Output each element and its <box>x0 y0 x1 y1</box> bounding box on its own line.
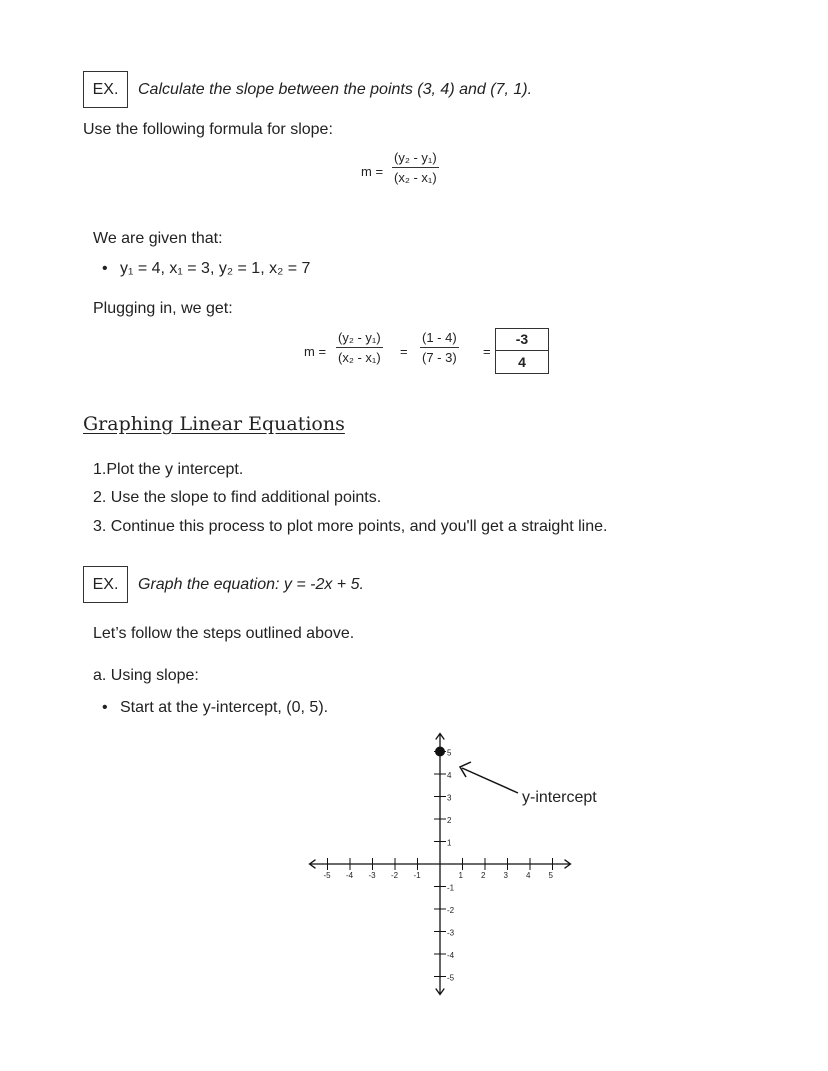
y-tick-label: 5 <box>447 748 452 758</box>
y-tick-label: 3 <box>447 793 452 803</box>
example-label-2: EX. <box>92 575 119 593</box>
y-intercept-annotation: y-intercept <box>522 789 597 806</box>
step-2: 2. Use the slope to find additional points. <box>93 489 382 506</box>
y-tick-label: 1 <box>447 838 452 848</box>
steps-intro: Let’s follow the steps outlined above. <box>93 625 355 642</box>
y-tick-label: -4 <box>447 951 455 960</box>
y-tick-label: -5 <box>447 973 455 983</box>
example-question: Calculate the slope between the points (3, 4) and (7, 1). <box>138 81 533 98</box>
formula-denominator: (x₂ - x₁) <box>392 167 439 185</box>
plug-lhs: m = <box>304 344 327 359</box>
answer-denominator: 4 <box>518 354 526 370</box>
y-tick-label: 4 <box>447 771 452 780</box>
plug-equals-2: = <box>483 344 491 359</box>
y-tick-label: -2 <box>447 906 455 915</box>
x-tick-label: 4 <box>526 871 531 880</box>
x-tick-label: -4 <box>346 871 354 880</box>
x-tick-label: -3 <box>368 871 376 880</box>
example-question-2: Graph the equation: y = -2x + 5. <box>138 576 364 593</box>
answer-numerator: -3 <box>496 329 548 351</box>
x-tick-label: 2 <box>481 871 486 880</box>
x-tick-label: -1 <box>413 871 421 880</box>
example-label: EX. <box>92 80 119 98</box>
x-tick-label: -5 <box>323 871 331 880</box>
x-tick-label: 5 <box>548 871 553 880</box>
plug-numerator-2: (1 - 4) <box>422 330 457 345</box>
x-tick-label: 3 <box>503 871 508 880</box>
formula-numerator: (y₂ - y₁) <box>394 150 437 165</box>
y-tick-label: -1 <box>447 883 455 893</box>
formula-lhs: m = <box>361 164 384 179</box>
step-1: 1.Plot the y intercept. <box>93 461 244 478</box>
graph-tick-labels <box>324 749 554 983</box>
annotation-arrow <box>462 768 518 793</box>
y-intercept-point <box>435 747 445 757</box>
section-heading: Graphing Linear Equations <box>83 413 345 435</box>
plug-numerator-1: (y₂ - y₁) <box>338 330 381 345</box>
formula-intro: Use the following formula for slope: <box>83 121 333 138</box>
graph-axes <box>310 734 571 995</box>
step-3: 3. Continue this process to plot more points, and you'll get a straight line. <box>93 518 608 535</box>
y-tick-label: -3 <box>447 928 455 938</box>
plug-denominator-1: (x₂ - x₁) <box>336 347 383 365</box>
y-intercept-bullet: • Start at the y-intercept, (0, 5). <box>120 699 328 717</box>
method-a-label: a. Using slope: <box>93 667 199 684</box>
given-values: • y₁ = 4, x₁ = 3, y₂ = 1, x₂ = 7 <box>120 260 310 278</box>
y-tick-label: 2 <box>447 816 452 825</box>
x-tick-label: -2 <box>391 871 399 880</box>
given-intro: We are given that: <box>93 230 223 247</box>
plug-equals-1: = <box>400 344 408 359</box>
plug-denominator-2: (7 - 3) <box>420 347 459 365</box>
plug-intro: Plugging in, we get: <box>93 300 233 317</box>
x-tick-label: 1 <box>458 871 463 880</box>
